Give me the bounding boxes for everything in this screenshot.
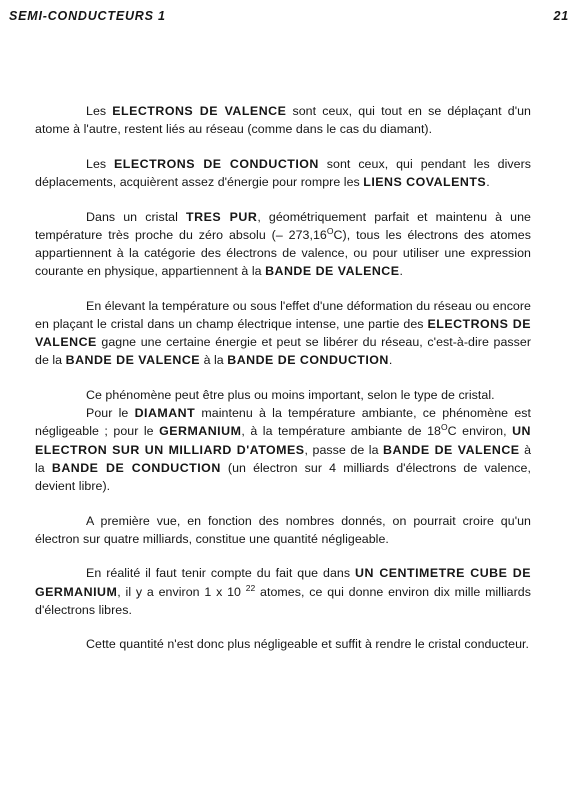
text-run: , géométriquement parfait et maintenu à une température très proche du zéro absolu (– 273,16: [35, 209, 531, 242]
text-run: Cette quantité n'est donc plus négligeable et suffit à rendre le cristal conducteur.: [86, 637, 530, 652]
emphasis-term: ELECTRONS DE CONDUCTION: [114, 156, 319, 171]
emphasis-term: BANDE DE CONDUCTION: [51, 460, 221, 475]
text-run: à la: [35, 442, 532, 475]
text-run: gagne une certaine énergie et peut se libérer du réseau, c'est-à-dire passer de la: [35, 335, 531, 368]
emphasis-term: ELECTRONS DE VALENCE: [35, 317, 531, 350]
page-body: [35, 102, 531, 670]
text-run: à la: [200, 353, 228, 368]
page-number: 21: [553, 9, 569, 23]
text-run: .: [486, 175, 490, 189]
text-run: C environ,: [447, 424, 513, 439]
emphasis-term: BANDE DE CONDUCTION: [227, 353, 389, 368]
text-run: (un électron sur 4 milliards d'électrons de valence, devient libre).: [35, 460, 531, 494]
text-run: .: [388, 353, 393, 368]
text-run: En réalité il faut tenir compte du fait que dans: [86, 566, 356, 581]
text-run: Dans un cristal: [86, 209, 187, 224]
running-title: SEMI-CONDUCTEURS 1: [9, 9, 166, 23]
emphasis-term: GERMANIUM: [159, 424, 242, 439]
paragraph-electrons-conduction: [35, 155, 531, 191]
text-run: , il y a environ 1 x 10: [117, 584, 246, 599]
text-run: Ce phénomène peut être plus ou moins important, selon le type de cristal.: [86, 388, 495, 402]
text-run: maintenu à la température ambiante, ce phénomène est négligeable ; pour le: [35, 406, 531, 439]
emphasis-term: DIAMANT: [134, 406, 196, 421]
paragraph-conclusion: [35, 635, 531, 653]
text-run: sont ceux, qui pendant les divers déplacements, acquièrent assez d'énergie pour rompre les: [35, 156, 531, 189]
emphasis-term: BANDE DE VALENCE: [65, 353, 201, 368]
emphasis-term: ELECTRONS DE VALENCE: [112, 104, 287, 118]
emphasis-term: LIENS COVALENTS: [363, 175, 487, 189]
text-run: , passe de la: [304, 442, 384, 457]
running-header: [9, 9, 569, 25]
paragraph-diamant: [35, 404, 531, 495]
text-run: En élevant la température ou sous l'effet d'une déformation du réseau ou encore en plaçant le cristal dans un champ électrique intense, une partie des: [35, 298, 531, 331]
text-run: C), tous les électrons des atomes appartiennent à la catégorie des électrons de valence, ou pour utiliser une expression courante en physique, appartiennent à la: [35, 227, 531, 279]
emphasis-term: TRES PUR: [186, 209, 258, 224]
emphasis-term: BANDE DE VALENCE: [383, 442, 520, 457]
emphasis-term: BANDE DE VALENCE: [265, 264, 400, 279]
text-run: , à la température ambiante de 18: [241, 424, 441, 439]
degree-superscript: O: [326, 225, 334, 236]
paragraph-electrons-valence: [35, 102, 531, 138]
text-run: atomes, ce qui donne environ dix mille milliards d'électrons libres.: [35, 584, 531, 617]
text-run: Pour le: [86, 406, 135, 421]
text-run: .: [399, 264, 404, 279]
emphasis-term: UN CENTIMETRE CUBE DE GERMANIUM: [35, 566, 531, 599]
exponent-superscript: 22: [245, 582, 256, 593]
paragraph-phenomene: [35, 386, 531, 404]
degree-superscript: O: [440, 422, 448, 433]
text-run: sont ceux, qui tout en se déplaçant d'un atome à l'autre, restent liés au réseau (comme dans le cas du diamant).: [35, 104, 531, 137]
paragraph-premiere-vue: [35, 512, 531, 548]
text-run: A première vue, en fonction des nombres donnés, on pourrait croire qu'un électron sur quatre milliards, constitue une quantité négligeable.: [35, 513, 531, 546]
paragraph-realite: [35, 564, 531, 619]
emphasis-term: UN ELECTRON SUR UN MILLIARD D'ATOMES: [35, 424, 531, 457]
paragraph-temperature: [35, 297, 531, 370]
paragraph-cristal-pur: [35, 208, 531, 281]
text-run: Les: [86, 104, 113, 118]
text-run: Les: [86, 156, 115, 171]
